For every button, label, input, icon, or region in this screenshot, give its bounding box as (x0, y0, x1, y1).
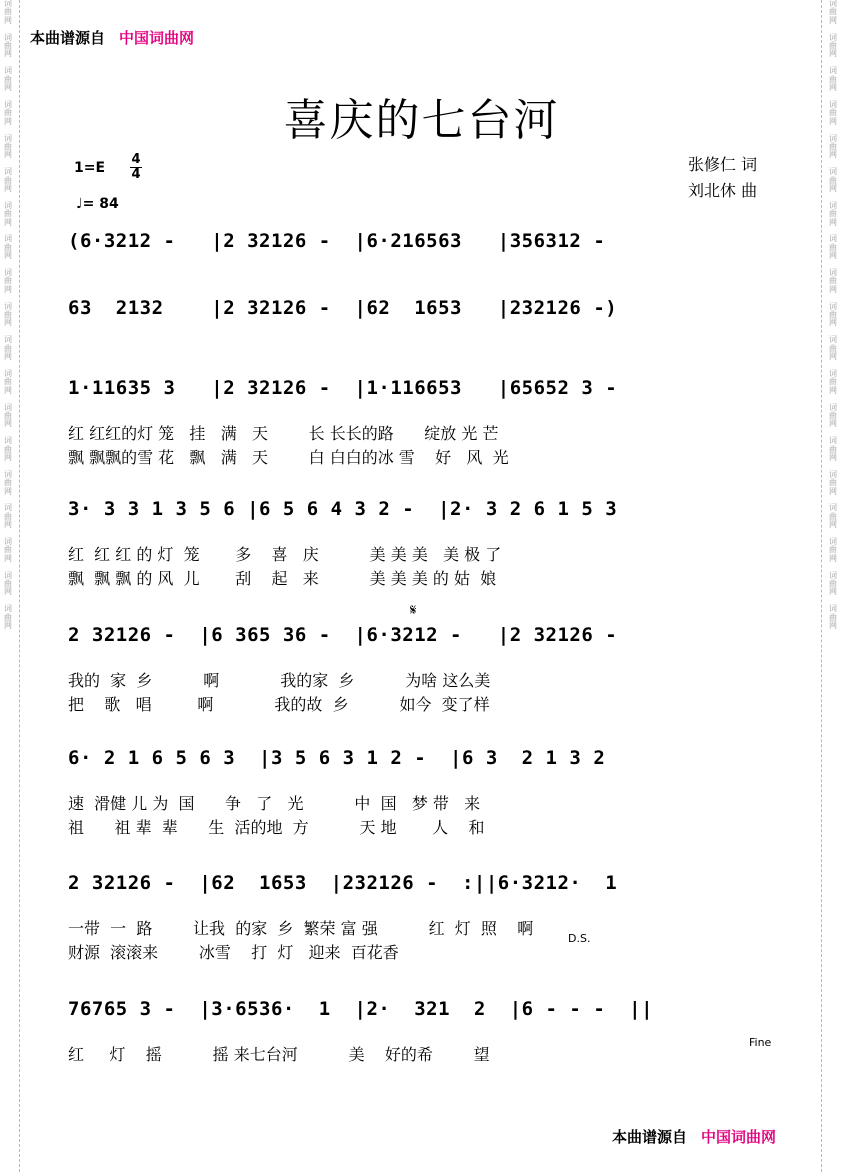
lyric-verse-1: 红 红 红 的 灯 笼 多 喜 庆 美 美 美 美 极 了 (68, 545, 502, 564)
time-top: 4 (131, 152, 141, 167)
source-site-link[interactable]: 中国词曲网 (119, 29, 195, 47)
footer-source-site-link[interactable]: 中国词曲网 (701, 1128, 777, 1146)
fine-mark: Fine (749, 1036, 772, 1049)
lyric-verse-1: 一带 一 路 让我 的家 乡 繁荣 富 强 红 灯 照 啊 (68, 919, 534, 938)
source-label: 本曲谱源自 (30, 29, 106, 47)
notation-line: 63 2132 |2 32126 - |62 1653 |232126 -) (68, 297, 618, 319)
segno-mark: 𝄋 (410, 601, 417, 619)
time-bottom: 4 (131, 167, 141, 182)
lyric-verse-2: 祖 祖 辈 辈 生 活的地 方 天 地 人 和 (68, 818, 485, 837)
lyric-verse-2: 飘 飘飘的雪 花 飘 满 天 白 白白的冰 雪 好 风 光 (68, 448, 509, 467)
lyric-verse-1: 速 滑健 儿 为 国 争 了 光 中 国 梦 带 来 (68, 794, 481, 813)
notation-line: 76765 3 - |3·6536· 1 |2· 321 2 |6 - - - || (68, 998, 654, 1020)
notation-line: 6· 2 1 6 5 6 3 |3 5 6 3 1 2 - |6 3 2 1 3 2 (68, 747, 606, 769)
notation-line: 2 32126 - |62 1653 |232126 - :||6·3212· 1 (68, 872, 618, 894)
notation-line: 3· 3 3 1 3 5 6 |6 5 6 4 3 2 - |2· 3 2 6 1 5 3 (68, 498, 618, 520)
song-title: 喜庆的七台河 (283, 95, 560, 146)
time-signature (130, 153, 142, 182)
watermark-left: 词 曲 网 词 曲 网 词 曲 网 词 曲 网 词 曲 网 词 曲 网 词 曲 网 词 曲 网 词 曲 网 词 曲 网 词 曲 网 词 曲 网 词 曲 网 词 曲 网 词 曲 网 词 曲 网 词 曲 网 词 曲 网 词 曲 网 (4, 0, 12, 631)
right-border (821, 0, 822, 1172)
ds-mark: D.S. (568, 932, 591, 945)
tempo-marking: ♩= 84 (76, 196, 119, 212)
notation-line: (6·3212 - |2 32126 - |6·216563 |356312 - (68, 230, 606, 252)
footer-source-label: 本曲谱源自 (612, 1128, 688, 1146)
composer-credit: 刘北休 曲 (688, 181, 758, 200)
lyric-verse-2: 飘 飘 飘 的 风 儿 刮 起 来 美 美 美 的 姑 娘 (68, 569, 497, 588)
lyric-verse-2: 把 歌 唱 啊 我的故 乡 如今 变了样 (68, 695, 490, 714)
lyricist-credit: 张修仁 词 (688, 155, 758, 174)
lyric-verse-1: 我的 家 乡 啊 我的家 乡 为啥 这么美 (68, 671, 491, 690)
left-border (19, 0, 20, 1172)
notation-line: 1·11635 3 |2 32126 - |1·116653 |65652 3 - (68, 377, 618, 399)
lyric-verse-1: 红 灯 摇 摇 来七台河 美 好的希 望 (68, 1045, 490, 1064)
source-footer (612, 1126, 776, 1147)
watermark-right: 词 曲 网 词 曲 网 词 曲 网 词 曲 网 词 曲 网 词 曲 网 词 曲 网 词 曲 网 词 曲 网 词 曲 网 词 曲 网 词 曲 网 词 曲 网 词 曲 网 词 曲 网 词 曲 网 词 曲 网 词 曲 网 词 曲 网 (829, 0, 837, 631)
lyric-verse-1: 红 红红的灯 笼 挂 满 天 长 长长的路 绽放 光 芒 (68, 424, 499, 443)
lyric-verse-2: 财源 滚滚来 冰雪 打 灯 迎来 百花香 (68, 943, 399, 962)
source-header (30, 27, 194, 48)
notation-line: 2 32126 - |6 365 36 - |6·3212 - |2 32126 - (68, 624, 618, 646)
key-signature: 1=E (74, 160, 106, 176)
